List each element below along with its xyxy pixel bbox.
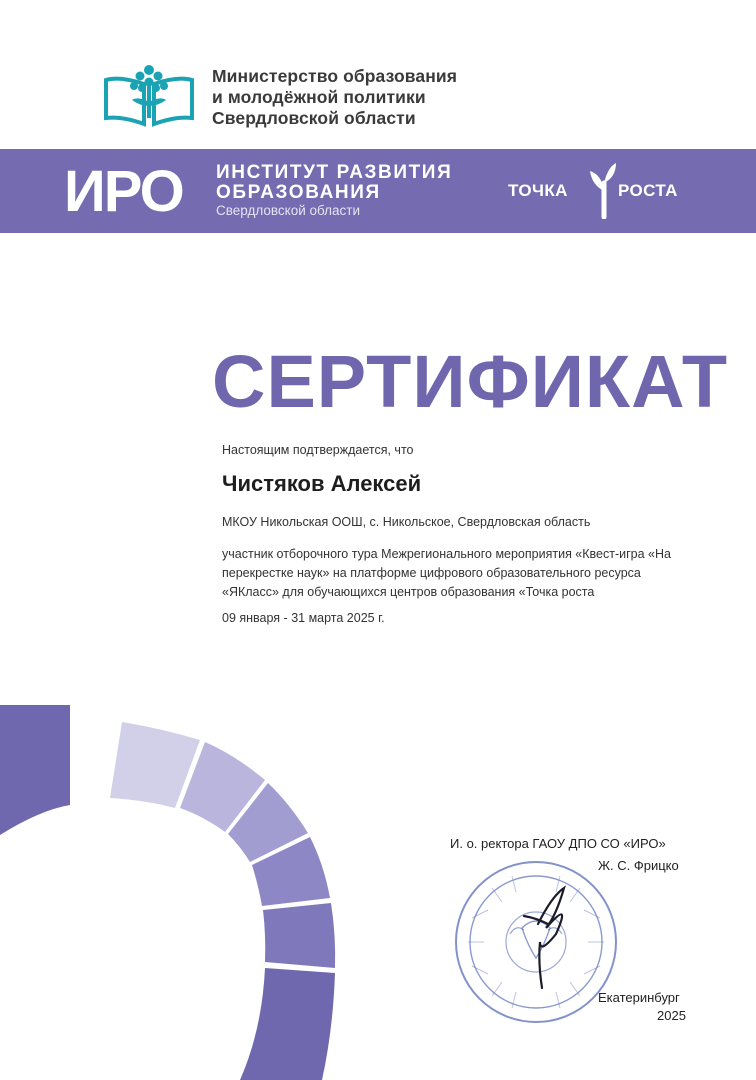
book-tree-icon bbox=[100, 62, 198, 128]
ministry-line: Министерство образования bbox=[212, 66, 458, 86]
description-line: перекрестке наук» на платформе цифрового образовательного ресурса bbox=[222, 566, 641, 580]
intro-text: Настоящим подтверждается, что bbox=[222, 443, 414, 457]
iro-title-line: ИНСТИТУТ РАЗВИТИЯ bbox=[216, 162, 453, 183]
iro-logo bbox=[64, 163, 204, 219]
arc-segment bbox=[240, 968, 335, 1080]
recipient-name: Чистяков Алексей bbox=[222, 471, 422, 496]
description-line: участник отборочного тура Межрегионального мероприятия «Квест-игра «На bbox=[222, 547, 671, 561]
ministry-name bbox=[212, 66, 512, 129]
rector-position: И. о. ректора ГАОУ ДПО СО «ИРО» bbox=[450, 836, 666, 851]
ministry-line: Свердловской области bbox=[212, 108, 416, 128]
city: Екатеринбург bbox=[598, 990, 680, 1005]
arc-segment bbox=[263, 903, 335, 968]
tochka-rosta-logo bbox=[508, 161, 698, 221]
header-band bbox=[0, 149, 756, 233]
iro-title-line: ОБРАЗОВАНИЯ bbox=[216, 182, 381, 203]
school-info: МКОУ Никольская ООШ, с. Никольское, Свердловская область bbox=[222, 515, 591, 529]
iro-logo-text: ИРО bbox=[64, 163, 183, 219]
tochka-word: ТОЧКА bbox=[508, 181, 568, 200]
event-dates: 09 января - 31 марта 2025 г. bbox=[222, 611, 385, 625]
decorative-arc bbox=[0, 700, 340, 1080]
description-line: «ЯКласс» для обучающихся центров образования «Точка роста bbox=[222, 585, 595, 599]
year: 2025 bbox=[657, 1008, 686, 1023]
rosta-word: РОСТА bbox=[618, 181, 678, 200]
certificate-title: СЕРТИФИКАТ bbox=[212, 340, 729, 423]
iro-subtitle: Свердловской области bbox=[216, 203, 361, 218]
description bbox=[222, 545, 722, 602]
sprout-icon bbox=[588, 161, 618, 219]
ministry-line: и молодёжной политики bbox=[212, 87, 426, 107]
round-seal-icon bbox=[452, 858, 620, 1026]
signer-name: Ж. С. Фрицко bbox=[598, 858, 679, 873]
arc-segment bbox=[0, 705, 70, 835]
iro-title bbox=[216, 163, 452, 219]
